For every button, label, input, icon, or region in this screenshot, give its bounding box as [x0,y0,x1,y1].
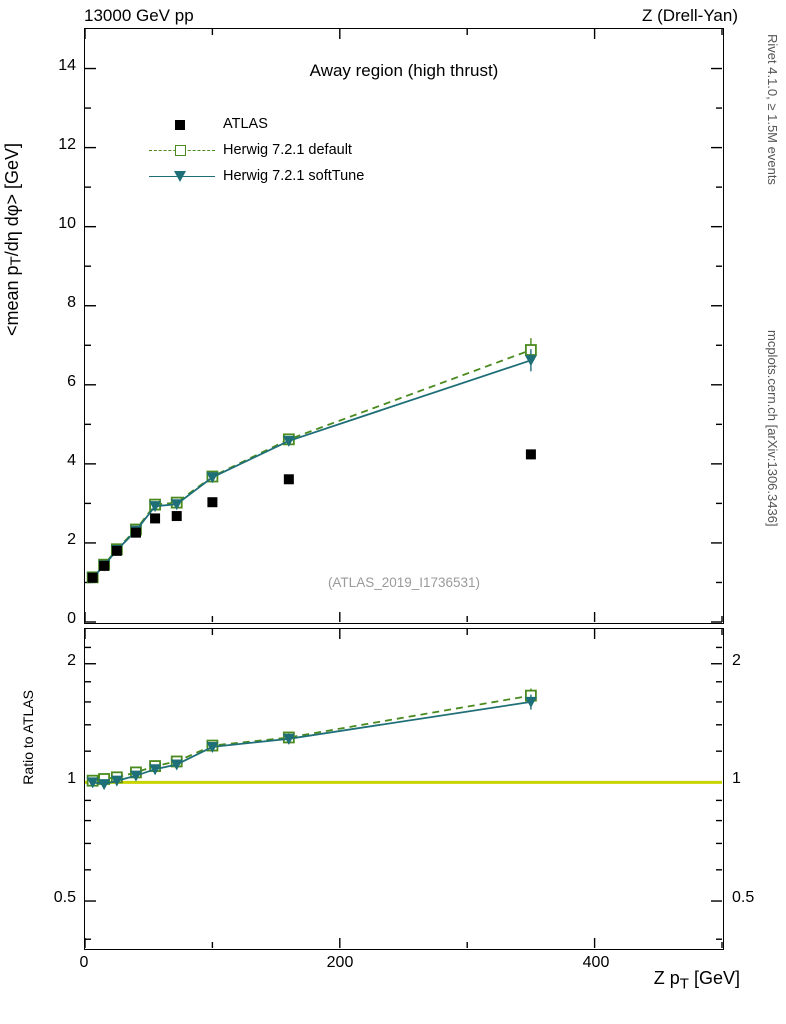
caption-rivet: Rivet 4.1.0, ≥ 1.5M events [765,34,780,185]
y-tick-ratio-right: 1 [732,770,741,788]
x-tick: 0 [79,954,89,971]
caption-arxiv: mcplots.cern.ch [arXiv:1306.3436] [765,330,780,527]
plot-title: Away region (high thrust) [309,61,499,80]
y-tick-main: 6 [67,372,76,390]
x-tick: 400 [582,954,610,971]
header-left: 13000 GeV pp [84,6,194,25]
ratio-chart-canvas [85,629,723,949]
y-tick-main: 0 [67,610,76,627]
y-tick-main: 4 [67,451,76,469]
y-tick-main: 2 [67,530,76,548]
ratio-plot-panel [84,628,724,950]
y-tick-ratio-left: 2 [67,651,76,669]
y-tick-main: 8 [67,293,76,311]
main-plot-panel [84,28,724,624]
y-axis-label-ratio: Ratio to ATLAS [20,690,36,785]
header-right: Z (Drell-Yan) [641,6,738,25]
y-tick-ratio-left: 0.5 [53,889,76,907]
y-tick-ratio-right: 0.5 [732,889,755,907]
legend-label: Herwig 7.2.1 softTune [223,168,365,184]
x-axis-label: Z $p_T$ [GeV] [653,968,740,993]
legend-label: ATLAS [223,116,268,132]
y-tick-ratio-right: 2 [732,651,741,669]
x-tick: 200 [326,954,354,971]
y-tick-ratio-left: 1 [67,770,76,788]
y-axis-label-main: <mean $p_T/d\eta$ dφ> [GeV] [2,143,25,336]
y-tick-main: 12 [58,135,76,153]
y-tick-main: 10 [58,214,76,232]
legend-label: Herwig 7.2.1 default [223,142,352,158]
dataset-watermark: (ATLAS_2019_I1736531) [327,575,481,590]
y-tick-main: 14 [58,56,76,74]
main-chart-canvas [85,29,723,623]
